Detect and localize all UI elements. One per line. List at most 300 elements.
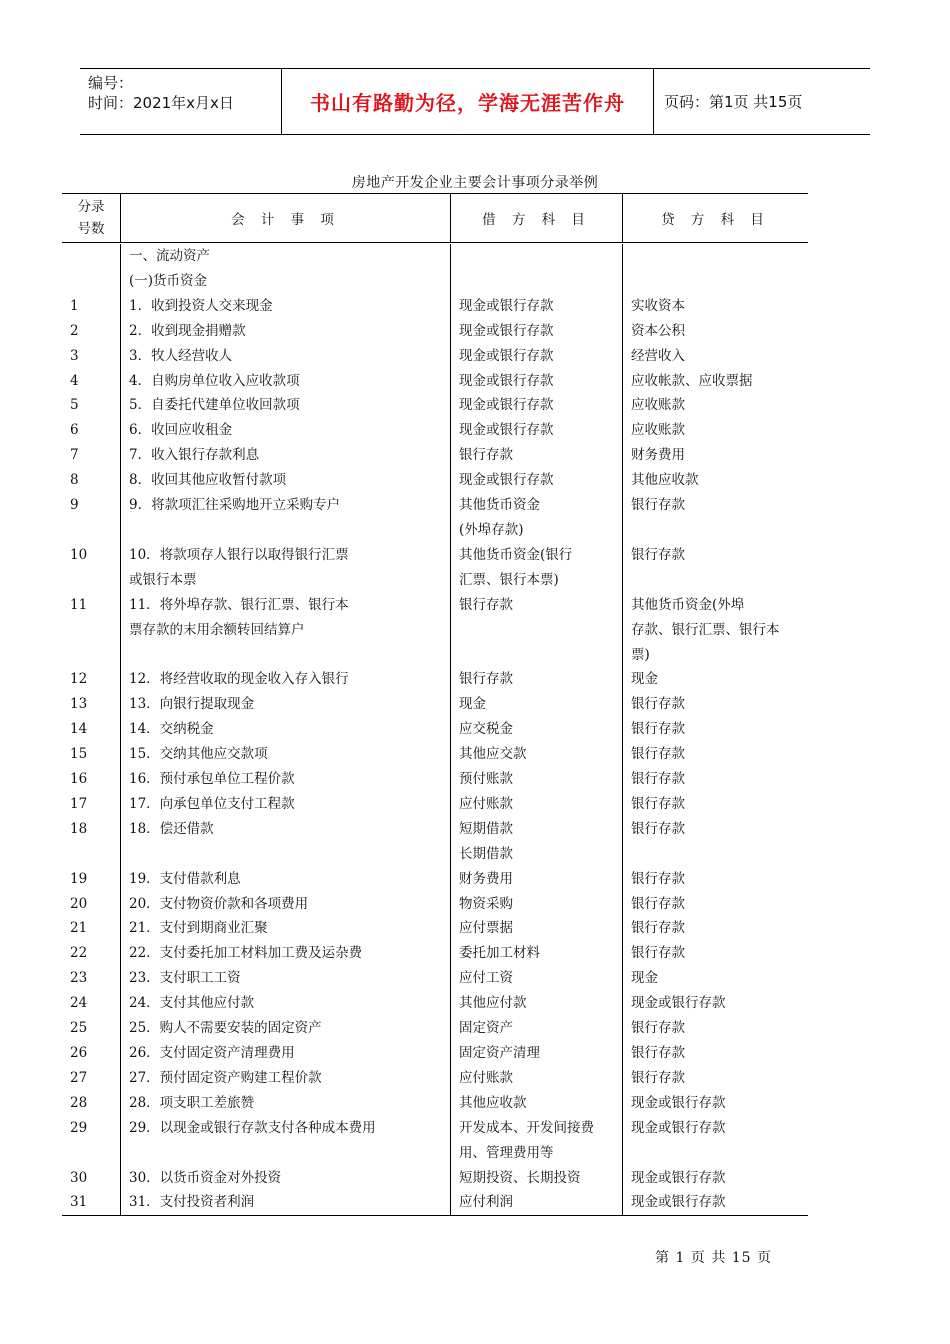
accounting-item-line: 11．将外埠存款、银行汇票、银行本: [129, 596, 349, 613]
accounting-item-line: 或银行本票: [129, 571, 197, 588]
accounting-item-line: 1．收到投资人交来现金: [129, 297, 273, 314]
table-row: [62, 1091, 808, 1116]
debit-account-cell: [450, 717, 622, 742]
entry-number-cell: [62, 294, 120, 319]
accounting-item-line: 5．自委托代建单位收回款项: [129, 397, 300, 414]
accounting-item-line: 31．支付投资者利润: [129, 1194, 255, 1211]
accounting-item-line: 3．牧人经营收人: [129, 347, 233, 364]
header-num-line2: 号数: [77, 221, 105, 237]
debit-account-line: 现金或银行存款: [459, 322, 554, 339]
credit-account-cell: [622, 294, 808, 319]
debit-account-cell: [450, 966, 622, 991]
accounting-item-line: [129, 643, 450, 668]
credit-account-line: 现金或银行存款: [631, 995, 726, 1012]
accounting-item-cell: [120, 1091, 450, 1116]
debit-account-cell: [450, 767, 622, 792]
credit-account-cell: [622, 543, 808, 593]
entry-number-line: [70, 618, 120, 643]
credit-account-line: 银行存款: [631, 721, 685, 738]
debit-account-line: 固定资产清理: [459, 1045, 540, 1061]
debit-account-cell: [450, 1016, 622, 1041]
credit-account-cell: [622, 468, 808, 493]
credit-account-cell: [622, 244, 808, 269]
accounting-item-cell: [120, 393, 450, 418]
debit-account-cell: [450, 1091, 622, 1116]
column-header-debit: 借 方 科 目: [450, 194, 622, 242]
debit-account-cell: [450, 1041, 622, 1066]
debit-account-cell: [450, 269, 622, 294]
accounting-item-cell: [120, 593, 450, 668]
debit-account-line: 应付利润: [459, 1194, 513, 1211]
debit-account-line: 现金或银行存款: [459, 472, 554, 489]
table-row: [62, 1116, 808, 1166]
credit-account-cell: [622, 1066, 808, 1091]
debit-account-line: 银行存款: [459, 671, 513, 688]
credit-account-cell: [622, 667, 808, 692]
accounting-item-line: 26．支付固定资产清理费用: [129, 1045, 295, 1061]
entry-number-cell: [62, 941, 120, 966]
table-row: [62, 269, 808, 294]
entry-number-line: 13: [70, 696, 88, 713]
accounting-item-cell: [120, 1116, 450, 1166]
credit-account-line: 应收账款: [631, 397, 685, 414]
entry-number-cell: [62, 1166, 120, 1191]
credit-account-line: 现金或银行存款: [631, 1194, 726, 1211]
debit-account-line: 财务费用: [459, 870, 513, 887]
accounting-item-cell: [120, 1016, 450, 1041]
entry-number-cell: [62, 393, 120, 418]
credit-account-line: [631, 568, 808, 593]
debit-account-line: 其他应交款: [459, 746, 527, 763]
entry-number-line: 4: [70, 372, 79, 389]
debit-account-line: [459, 244, 622, 269]
column-header-credit: 贷 方 科 目: [622, 194, 808, 242]
entry-number-cell: [62, 443, 120, 468]
header-page-info: 页码：第1页 共15页: [664, 93, 803, 111]
entry-number-cell: [62, 344, 120, 369]
accounting-item-line: 22．支付委托加工材料加工费及运杂费: [129, 945, 363, 962]
accounting-item-line: 19．支付借款利息: [129, 870, 241, 887]
accounting-item-cell: [120, 717, 450, 742]
credit-account-line: 银行存款: [631, 1069, 685, 1086]
debit-account-cell: [450, 792, 622, 817]
credit-account-line: [631, 244, 808, 269]
debit-account-line: 开发成本、开发间接费: [459, 1119, 594, 1136]
entry-number-line: 23: [70, 970, 88, 987]
table-row: [62, 244, 808, 269]
entry-number-line: 2: [70, 322, 79, 339]
table-row: [62, 941, 808, 966]
entry-number-line: [70, 568, 120, 593]
entry-number-line: 7: [70, 447, 79, 464]
accounting-item-line: 2．收到现金捐赠款: [129, 322, 246, 339]
accounting-item-cell: [120, 767, 450, 792]
debit-account-cell: [450, 1166, 622, 1191]
debit-account-line: 长期借款: [459, 845, 513, 862]
accounting-item-line: 23．支付职工工资: [129, 970, 241, 987]
credit-account-cell: [622, 767, 808, 792]
table-row: [62, 294, 808, 319]
accounting-item-cell: [120, 418, 450, 443]
accounting-item-line: [129, 842, 450, 867]
table-row: [62, 742, 808, 767]
entry-number-line: [70, 842, 120, 867]
accounting-item-line: 25．购人不需要安装的固定资产: [129, 1020, 322, 1037]
document-title: 房地产开发企业主要会计事项分录举例: [351, 175, 599, 191]
accounting-item-cell: [120, 692, 450, 717]
credit-account-line: 银行存款: [631, 1020, 685, 1037]
debit-account-line: 固定资产: [459, 1020, 513, 1037]
entry-number-line: 18: [70, 820, 88, 837]
table-row: [62, 369, 808, 394]
debit-account-cell: [450, 369, 622, 394]
table-row: [62, 892, 808, 917]
accounting-item-cell: [120, 916, 450, 941]
credit-account-cell: [622, 1166, 808, 1191]
debit-account-cell: [450, 1116, 622, 1166]
entry-number-cell: [62, 767, 120, 792]
credit-account-line: 银行存款: [631, 696, 685, 713]
credit-account-line: 存款、银行汇票、银行本: [631, 621, 780, 638]
entry-number-cell: [62, 468, 120, 493]
debit-account-cell: [450, 892, 622, 917]
debit-account-line: 现金或银行存款: [459, 297, 554, 314]
credit-account-cell: [622, 593, 808, 668]
credit-account-line: 银行存款: [631, 945, 685, 962]
debit-account-line: 应付账款: [459, 795, 513, 812]
table-row: [62, 543, 808, 593]
accounting-item-line: 27．预付固定资产购建工程价款: [129, 1069, 322, 1086]
credit-account-line: 应收账款: [631, 422, 685, 439]
credit-account-line: [631, 1141, 808, 1166]
page-footer: 第 1 页 共 15 页: [655, 1250, 772, 1266]
accounting-item-line: 18．偿还借款: [129, 820, 214, 837]
table-row: [62, 916, 808, 941]
entry-number-cell: [62, 1066, 120, 1091]
accounting-item-cell: [120, 244, 450, 269]
entry-number-cell: [62, 991, 120, 1016]
credit-account-line: [631, 842, 808, 867]
debit-account-line: 银行存款: [459, 447, 513, 464]
entry-number-line: 24: [70, 995, 88, 1012]
accounting-item-cell: [120, 991, 450, 1016]
credit-account-line: 票): [631, 646, 650, 663]
entry-number-line: 25: [70, 1020, 88, 1037]
entry-number-line: 12: [70, 671, 88, 688]
accounting-item-line: (一)货币资金: [129, 272, 208, 289]
credit-account-cell: [622, 966, 808, 991]
column-header-entry-number: [62, 194, 120, 242]
entry-number-line: 31: [70, 1194, 88, 1211]
debit-account-line: 其他货币资金: [459, 497, 540, 514]
debit-account-cell: [450, 493, 622, 543]
entry-number-cell: [62, 1190, 120, 1215]
credit-account-line: [631, 518, 808, 543]
debit-account-line: 物资采购: [459, 895, 513, 912]
credit-account-cell: [622, 792, 808, 817]
accounting-item-cell: [120, 369, 450, 394]
table-body: [62, 243, 808, 1215]
table-row: [62, 1190, 808, 1215]
credit-account-cell: [622, 493, 808, 543]
entry-number-line: 3: [70, 347, 79, 364]
accounting-item-line: 13．向银行提取现金: [129, 696, 255, 713]
debit-account-cell: [450, 294, 622, 319]
accounting-item-line: 24．支付其他应付款: [129, 995, 255, 1012]
table-row: [62, 393, 808, 418]
credit-account-line: 现金: [631, 671, 658, 688]
entry-number-cell: [62, 742, 120, 767]
debit-account-cell: [450, 817, 622, 867]
debit-account-cell: [450, 418, 622, 443]
entry-number-line: 8: [70, 472, 79, 489]
accounting-item-cell: [120, 867, 450, 892]
entry-number-cell: [62, 667, 120, 692]
debit-account-line: 其他货币资金(银行: [459, 546, 573, 563]
credit-account-cell: [622, 393, 808, 418]
accounting-item-line: 7．收入银行存款利息: [129, 447, 260, 464]
entry-number-cell: [62, 817, 120, 867]
accounting-item-cell: [120, 966, 450, 991]
debit-account-line: 应付账款: [459, 1069, 513, 1086]
credit-account-cell: [622, 443, 808, 468]
accounting-item-line: 12．将经营收取的现金收入存入银行: [129, 671, 349, 688]
credit-account-cell: [622, 991, 808, 1016]
table-row: [62, 717, 808, 742]
accounting-item-cell: [120, 941, 450, 966]
table-row: [62, 418, 808, 443]
entry-number-line: 26: [70, 1045, 88, 1061]
entry-number-line: 27: [70, 1069, 88, 1086]
debit-account-cell: [450, 593, 622, 668]
entry-number-line: 14: [70, 721, 88, 738]
accounting-item-cell: [120, 344, 450, 369]
credit-account-line: 银行存款: [631, 795, 685, 812]
accounting-item-line: 15．交纳其他应交款项: [129, 746, 268, 763]
accounting-item-line: 30．以货币资金对外投资: [129, 1169, 282, 1186]
entry-number-line: 30: [70, 1169, 88, 1186]
credit-account-line: 银行存款: [631, 497, 685, 514]
credit-account-cell: [622, 867, 808, 892]
credit-account-cell: [622, 1091, 808, 1116]
entry-number-cell: [62, 1041, 120, 1066]
header-num-line1: 分录: [77, 199, 105, 215]
debit-account-line: 应交税金: [459, 721, 513, 738]
credit-account-cell: [622, 717, 808, 742]
accounting-item-line: 29．以现金或银行存款支付各种成本费用: [129, 1119, 376, 1136]
entry-number-cell: [62, 792, 120, 817]
entry-number-line: 20: [70, 895, 88, 912]
debit-account-line: 预付账款: [459, 771, 513, 788]
table-row: [62, 1016, 808, 1041]
table-row: [62, 1166, 808, 1191]
credit-account-line: 其他货币资金(外埠: [631, 596, 745, 613]
accounting-item-line: 20．支付物资价款和各项费用: [129, 895, 309, 912]
entry-number-line: 1: [70, 297, 79, 314]
accounting-item-cell: [120, 1190, 450, 1215]
accounting-item-line: 10．将款项存人银行以取得银行汇票: [129, 546, 349, 563]
accounting-item-line: 6．收回应收租金: [129, 422, 233, 439]
entry-number-line: 9: [70, 497, 79, 514]
credit-account-line: 银行存款: [631, 746, 685, 763]
entry-number-cell: [62, 593, 120, 668]
credit-account-cell: [622, 319, 808, 344]
entry-number-line: 22: [70, 945, 88, 962]
credit-account-cell: [622, 1116, 808, 1166]
debit-account-line: 银行存款: [459, 596, 513, 613]
entry-number-cell: [62, 493, 120, 543]
credit-account-cell: [622, 1190, 808, 1215]
debit-account-line: 其他应付款: [459, 995, 527, 1012]
entry-number-cell: [62, 418, 120, 443]
accounting-item-line: 票存款的末用余额转回结算户: [129, 621, 305, 638]
accounting-item-cell: [120, 1166, 450, 1191]
entry-number-line: [70, 643, 120, 668]
debit-account-cell: [450, 344, 622, 369]
credit-account-line: 现金或银行存款: [631, 1094, 726, 1111]
accounting-item-cell: [120, 817, 450, 867]
credit-account-line: 其他应收款: [631, 472, 699, 489]
entry-number-line: 15: [70, 746, 88, 763]
table-row: [62, 493, 808, 543]
entry-number-cell: [62, 543, 120, 593]
time-label: 时间：2021年x月x日: [88, 94, 234, 112]
debit-account-line: 短期投资、长期投资: [459, 1169, 581, 1186]
accounting-item-cell: [120, 1066, 450, 1091]
credit-account-line: 现金或银行存款: [631, 1119, 726, 1136]
credit-account-cell: [622, 916, 808, 941]
credit-account-cell: [622, 418, 808, 443]
table-row: [62, 1066, 808, 1091]
table-row: [62, 867, 808, 892]
entry-number-line: 11: [70, 596, 88, 613]
table-row: [62, 792, 808, 817]
credit-account-line: 银行存款: [631, 870, 685, 887]
accounting-item-line: 4．自购房单位收入应收款项: [129, 372, 300, 389]
credit-account-line: 银行存款: [631, 546, 685, 563]
debit-account-cell: [450, 443, 622, 468]
entry-number-line: 10: [70, 546, 88, 563]
table-row: [62, 767, 808, 792]
credit-account-line: 现金或银行存款: [631, 1169, 726, 1186]
entry-number-line: 17: [70, 795, 88, 812]
header-motto: 书山有路勤为径，学海无涯苦作舟: [282, 69, 654, 134]
debit-account-cell: [450, 941, 622, 966]
accounting-item-cell: [120, 294, 450, 319]
table-row: [62, 1041, 808, 1066]
entry-number-line: 6: [70, 422, 79, 439]
debit-account-line: 应付工资: [459, 970, 513, 987]
debit-account-cell: [450, 468, 622, 493]
debit-account-line: 委托加工材料: [459, 945, 540, 962]
entry-number-line: 16: [70, 771, 88, 788]
accounting-item-line: [129, 1141, 450, 1166]
entry-number-cell: [62, 916, 120, 941]
accounting-item-cell: [120, 667, 450, 692]
credit-account-line: 现金: [631, 970, 658, 987]
accounting-item-line: 21．支付到期商业汇聚: [129, 920, 268, 937]
debit-account-cell: [450, 916, 622, 941]
debit-account-line: 短期借款: [459, 820, 513, 837]
debit-account-line: [459, 643, 622, 668]
accounting-item-cell: [120, 1041, 450, 1066]
entry-number-line: 28: [70, 1094, 88, 1111]
debit-account-cell: [450, 543, 622, 593]
table-row: [62, 817, 808, 867]
credit-account-cell: [622, 344, 808, 369]
debit-account-cell: [450, 1066, 622, 1091]
debit-account-cell: [450, 867, 622, 892]
table-row: [62, 966, 808, 991]
number-label: 编号：: [88, 74, 134, 92]
debit-account-line: 应付票据: [459, 920, 513, 937]
entry-number-cell: [62, 319, 120, 344]
accounting-item-line: [129, 518, 450, 543]
credit-account-cell: [622, 742, 808, 767]
debit-account-line: 用、管理费用等: [459, 1144, 554, 1161]
column-header-item: 会 计 事 项: [120, 194, 450, 242]
table-row: [62, 991, 808, 1016]
debit-account-cell: [450, 244, 622, 269]
credit-account-line: 银行存款: [631, 820, 685, 837]
debit-account-cell: [450, 742, 622, 767]
entry-number-cell: [62, 867, 120, 892]
debit-account-line: [459, 618, 622, 643]
credit-account-cell: [622, 269, 808, 294]
debit-account-line: 现金或银行存款: [459, 422, 554, 439]
table-row: [62, 468, 808, 493]
document-header: [80, 68, 870, 135]
entry-number-cell: [62, 1116, 120, 1166]
accounting-item-line: 一、流动资产: [129, 248, 210, 264]
credit-account-cell: [622, 892, 808, 917]
accounting-item-cell: [120, 543, 450, 593]
debit-account-line: 现金或银行存款: [459, 397, 554, 414]
entry-number-line: [70, 518, 120, 543]
credit-account-cell: [622, 692, 808, 717]
credit-account-cell: [622, 1041, 808, 1066]
credit-account-line: 银行存款: [631, 1045, 685, 1061]
credit-account-line: [631, 269, 808, 294]
entry-number-cell: [62, 717, 120, 742]
credit-account-line: 银行存款: [631, 920, 685, 937]
table-row: [62, 344, 808, 369]
debit-account-cell: [450, 319, 622, 344]
credit-account-line: 财务费用: [631, 447, 685, 464]
table-row: [62, 667, 808, 692]
accounting-item-line: 14．交纳税金: [129, 721, 214, 738]
accounting-item-cell: [120, 742, 450, 767]
credit-account-cell: [622, 369, 808, 394]
table-row: [62, 443, 808, 468]
credit-account-line: 银行存款: [631, 895, 685, 912]
credit-account-line: 资本公积: [631, 322, 685, 339]
entry-number-cell: [62, 269, 120, 294]
accounting-item-cell: [120, 319, 450, 344]
entry-number-line: 19: [70, 870, 88, 887]
header-meta: [80, 69, 282, 134]
table-row: [62, 692, 808, 717]
entry-number-line: 29: [70, 1119, 88, 1136]
debit-account-line: [459, 269, 622, 294]
credit-account-cell: [622, 1016, 808, 1041]
accounting-item-line: 28．项支职工差旅赞: [129, 1094, 255, 1111]
accounting-item-cell: [120, 892, 450, 917]
debit-account-line: 汇票、银行本票): [459, 571, 559, 588]
entry-number-line: [70, 1141, 120, 1166]
accounting-item-line: 9．将款项汇往采购地开立采购专户: [129, 497, 341, 514]
entry-number-cell: [62, 966, 120, 991]
